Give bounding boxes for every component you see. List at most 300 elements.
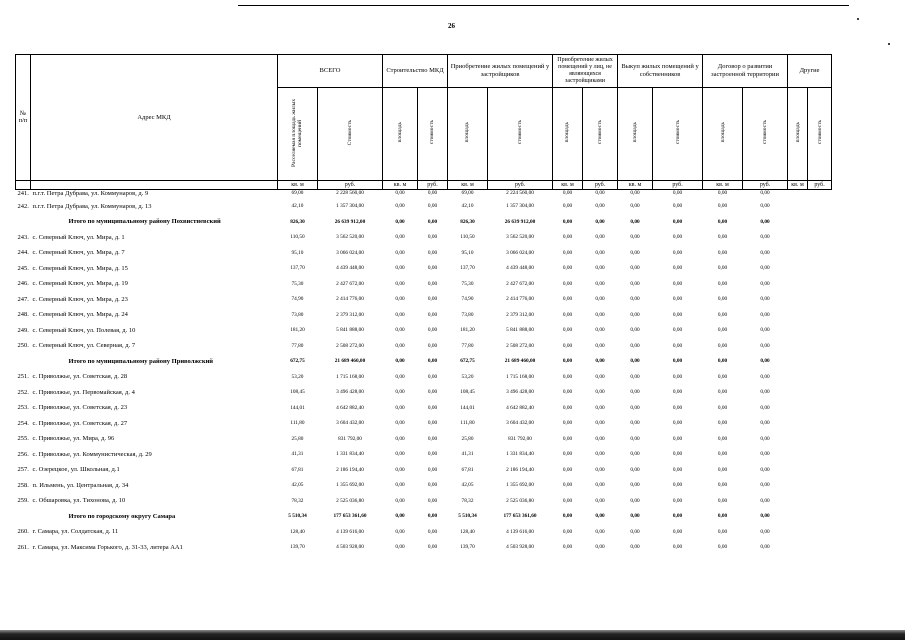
value-cell: 0,00 xyxy=(427,451,438,458)
value-cell: 111,80 xyxy=(460,420,475,427)
row-address: с. Северный Ключ, ул. Мира, д. 7 xyxy=(32,249,125,257)
value-cell: 0,00 xyxy=(595,404,605,411)
value-cell: 0,00 xyxy=(395,435,405,442)
value-cell: 77,80 xyxy=(291,342,304,349)
value-cell: 77,80 xyxy=(461,342,474,349)
value-cell: 0,00 xyxy=(717,265,728,272)
subheader-area: площадь xyxy=(618,87,653,180)
value-cell: 0,00 xyxy=(717,435,728,442)
value-cell: 0,00 xyxy=(427,249,438,256)
value-cell: 0,00 xyxy=(672,203,683,210)
value-cell xyxy=(808,214,832,230)
row-number xyxy=(16,214,31,230)
row-number: 258. xyxy=(17,481,29,489)
value-cell: 74,90 xyxy=(291,296,304,303)
value-cell: 78,32 xyxy=(461,497,474,504)
value-cell: 4 503 928,00 xyxy=(506,544,534,551)
value-cell: 0,00 xyxy=(717,311,728,318)
table-row xyxy=(16,276,832,292)
value-cell: 0,00 xyxy=(595,203,605,210)
value-cell: 75,30 xyxy=(461,280,474,287)
value-cell xyxy=(788,524,808,540)
value-cell: 0,00 xyxy=(562,373,573,380)
row-address: с. Северный Ключ, ул. Мира, д. 19 xyxy=(32,280,128,288)
value-cell: 0,00 xyxy=(595,358,605,365)
value-cell xyxy=(788,230,808,246)
value-cell: 0,00 xyxy=(717,234,728,241)
group-header-total: ВСЕГО xyxy=(278,55,383,88)
group-header-development-agreement: Договор о развитии застроенной территории xyxy=(703,55,788,88)
value-cell: 0,00 xyxy=(717,342,728,349)
value-cell: 0,00 xyxy=(427,420,438,427)
value-cell: 2 525 036,80 xyxy=(506,497,534,504)
value-cell: 0,00 xyxy=(760,203,770,210)
value-cell: 0,00 xyxy=(672,404,683,411)
table-row xyxy=(16,385,832,401)
subtotal-row xyxy=(16,354,832,370)
value-cell: 0,00 xyxy=(760,280,770,287)
row-number: 252. xyxy=(17,388,29,396)
value-cell: 0,00 xyxy=(630,404,640,411)
row-address: с. Приволжье, ул. Советская, д. 28 xyxy=(32,373,128,381)
unit-cost: руб. xyxy=(418,180,448,189)
value-cell: 4 139 616,00 xyxy=(506,528,534,535)
value-cell: 1 357 304,00 xyxy=(336,203,364,210)
value-cell: 0,00 xyxy=(562,466,573,473)
value-cell: 128,40 xyxy=(460,528,475,535)
value-cell xyxy=(788,245,808,261)
value-cell: 110,50 xyxy=(460,234,475,241)
value-cell: 0,00 xyxy=(630,373,640,380)
value-cell xyxy=(788,276,808,292)
value-cell: 0,00 xyxy=(717,358,728,365)
value-cell: 0,00 xyxy=(630,420,640,427)
row-address: с. Озерецкое, ул. Школьная, д.1 xyxy=(32,466,120,474)
value-cell: 0,00 xyxy=(717,280,728,287)
value-cell: 0,00 xyxy=(427,404,438,411)
row-address: с. Обшаровка, ул. Тихонова, д. 10 xyxy=(32,497,126,505)
row-number: 242. xyxy=(17,202,29,210)
value-cell: 0,00 xyxy=(630,389,640,396)
value-cell: 0,00 xyxy=(672,189,683,196)
value-cell: 826,30 xyxy=(460,218,475,225)
value-cell: 5 841 888,00 xyxy=(336,327,364,334)
value-cell: 0,00 xyxy=(595,327,605,334)
value-cell: 53,20 xyxy=(461,373,474,380)
value-cell: 0,00 xyxy=(595,466,605,473)
value-cell: 0,00 xyxy=(595,234,605,241)
value-cell xyxy=(808,385,832,401)
table-row xyxy=(16,431,832,447)
value-cell: 0,00 xyxy=(427,482,438,489)
value-cell xyxy=(788,431,808,447)
value-cell: 0,00 xyxy=(427,342,438,349)
value-cell xyxy=(788,478,808,494)
value-cell xyxy=(808,199,832,215)
value-cell: 0,00 xyxy=(562,435,573,442)
value-cell: 108,45 xyxy=(290,389,305,396)
value-cell xyxy=(788,307,808,323)
value-cell xyxy=(808,338,832,354)
value-cell: 672,75 xyxy=(290,358,305,365)
row-address: Итого по муниципальному району Похвистневский xyxy=(68,218,221,226)
value-cell: 0,00 xyxy=(717,373,728,380)
value-cell: 1 357 304,00 xyxy=(506,203,534,210)
value-cell: 0,00 xyxy=(630,528,640,535)
value-cell xyxy=(808,189,832,199)
unit-area: кв. м xyxy=(788,180,808,189)
value-cell: 3 604 432,00 xyxy=(336,420,364,427)
scan-speck xyxy=(888,43,890,45)
value-cell xyxy=(808,447,832,463)
value-cell: 0,00 xyxy=(672,311,683,318)
value-cell: 139,70 xyxy=(460,544,475,551)
value-cell: 0,00 xyxy=(630,327,640,334)
value-cell xyxy=(788,338,808,354)
value-cell: 0,00 xyxy=(395,528,405,535)
value-cell: 0,00 xyxy=(395,280,405,287)
value-cell: 0,00 xyxy=(672,513,683,520)
value-cell: 0,00 xyxy=(672,482,683,489)
value-cell: 0,00 xyxy=(562,528,573,535)
value-cell xyxy=(788,509,808,525)
row-number: 260. xyxy=(17,528,29,536)
value-cell: 0,00 xyxy=(595,451,605,458)
value-cell: 0,00 xyxy=(717,203,728,210)
value-cell: 0,00 xyxy=(630,466,640,473)
value-cell: 0,00 xyxy=(717,420,728,427)
group-header-purchase-non-developers: Приобретение жилых помещений у лиц, не являющихся застройщиками xyxy=(553,55,618,88)
row-address: с. Приволжье, ул. Советская, д. 23 xyxy=(32,404,128,412)
table-row xyxy=(16,447,832,463)
row-address: п.г.т. Петра Дубрава, ул. Коммунаров, д. 9 xyxy=(32,189,149,197)
table-row xyxy=(16,199,832,215)
row-address: с. Северный Ключ, ул. Мира, д. 23 xyxy=(32,295,128,303)
table-row xyxy=(16,462,832,478)
value-cell: 0,00 xyxy=(427,203,438,210)
value-cell: 5 841 888,00 xyxy=(506,327,534,334)
table-body xyxy=(16,189,832,555)
value-cell: 0,00 xyxy=(595,296,605,303)
value-cell: 0,00 xyxy=(760,497,770,504)
scan-speck xyxy=(857,18,859,20)
unit-cost: руб. xyxy=(653,180,703,189)
value-cell: 0,00 xyxy=(672,544,683,551)
value-cell xyxy=(788,292,808,308)
unit-cost: руб. xyxy=(808,180,832,189)
subheader-cost: стоимость xyxy=(808,87,832,180)
value-cell: 0,00 xyxy=(562,513,573,520)
value-cell: 0,00 xyxy=(595,189,605,196)
value-cell: 5 510,34 xyxy=(458,513,477,520)
value-cell: 0,00 xyxy=(562,249,573,256)
value-cell: 0,00 xyxy=(630,203,640,210)
table-row xyxy=(16,400,832,416)
value-cell xyxy=(808,416,832,432)
value-cell: 0,00 xyxy=(562,358,573,365)
table-row xyxy=(16,261,832,277)
unit-area: кв. м xyxy=(383,180,418,189)
value-cell xyxy=(808,323,832,339)
row-address: Итого по муниципальному району Приволжский xyxy=(68,357,214,365)
col-number-header: № п/п xyxy=(16,55,31,181)
value-cell: 0,00 xyxy=(672,528,683,535)
unit-cell xyxy=(31,180,278,189)
value-cell: 41,31 xyxy=(461,451,474,458)
value-cell: 42,05 xyxy=(461,482,474,489)
value-cell: 139,70 xyxy=(290,544,305,551)
value-cell: 4 439 448,00 xyxy=(506,265,534,272)
row-address: с. Северный Ключ, ул. Северная, д. 7 xyxy=(32,342,136,350)
value-cell xyxy=(788,493,808,509)
value-cell: 67,81 xyxy=(291,466,304,473)
table-row xyxy=(16,338,832,354)
value-cell xyxy=(788,369,808,385)
value-cell: 0,00 xyxy=(630,482,640,489)
value-cell: 1 715 168,00 xyxy=(336,373,364,380)
value-cell: 0,00 xyxy=(672,342,683,349)
value-cell: 0,00 xyxy=(630,218,640,225)
row-number xyxy=(16,354,31,370)
unit-cost: руб. xyxy=(583,180,618,189)
value-cell: 0,00 xyxy=(395,234,405,241)
value-cell: 0,00 xyxy=(427,327,438,334)
value-cell xyxy=(808,230,832,246)
value-cell: 0,00 xyxy=(672,358,683,365)
value-cell: 25,80 xyxy=(291,435,304,442)
value-cell: 0,00 xyxy=(630,451,640,458)
value-cell: 0,00 xyxy=(562,497,573,504)
subheader-area-resettled: Расселяемая площадь жилых помещений xyxy=(278,87,318,180)
value-cell: 177 653 361,60 xyxy=(333,513,367,520)
value-cell xyxy=(788,416,808,432)
value-cell: 181,20 xyxy=(290,327,305,334)
value-cell: 0,00 xyxy=(427,358,438,365)
value-cell: 0,00 xyxy=(562,189,573,196)
value-cell: 2 414 776,00 xyxy=(336,296,364,303)
row-address: п.г.т. Петра Дубрава, ул. Коммунаров, д. 13 xyxy=(32,202,152,210)
value-cell: 0,00 xyxy=(562,342,573,349)
value-cell: 0,00 xyxy=(672,218,683,225)
value-cell: 0,00 xyxy=(760,327,770,334)
value-cell: 0,00 xyxy=(395,373,405,380)
value-cell: 26 639 912,00 xyxy=(334,218,366,225)
value-cell: 0,00 xyxy=(562,389,573,396)
value-cell: 0,00 xyxy=(595,249,605,256)
value-cell: 108,45 xyxy=(460,389,475,396)
value-cell: 2 224 560,00 xyxy=(506,189,534,196)
value-cell: 0,00 xyxy=(395,189,405,196)
value-cell: 0,00 xyxy=(427,497,438,504)
value-cell: 0,00 xyxy=(672,265,683,272)
value-cell xyxy=(808,462,832,478)
value-cell: 0,00 xyxy=(760,265,770,272)
value-cell xyxy=(808,276,832,292)
value-cell: 2 508 272,00 xyxy=(336,342,364,349)
value-cell: 73,80 xyxy=(461,311,474,318)
value-cell: 5 510,34 xyxy=(288,513,307,520)
value-cell: 4 439 448,00 xyxy=(336,265,364,272)
value-cell: 75,30 xyxy=(291,280,304,287)
row-address: с. Северный Ключ, ул. Мира, д. 15 xyxy=(32,264,128,272)
value-cell: 0,00 xyxy=(717,296,728,303)
value-cell: 0,00 xyxy=(562,327,573,334)
value-cell: 3 496 428,00 xyxy=(506,389,534,396)
value-cell: 0,00 xyxy=(395,358,405,365)
value-cell: 0,00 xyxy=(427,311,438,318)
value-cell: 2 186 194,40 xyxy=(506,466,534,473)
value-cell: 0,00 xyxy=(395,311,405,318)
value-cell xyxy=(788,354,808,370)
scan-bottom-edge xyxy=(0,630,905,640)
subtotal-row xyxy=(16,214,832,230)
table-row xyxy=(16,369,832,385)
value-cell: 2 228 560,00 xyxy=(336,189,364,196)
value-cell: 0,00 xyxy=(630,358,640,365)
subheader-area: площадь xyxy=(553,87,583,180)
unit-area: кв. м xyxy=(618,180,653,189)
value-cell: 0,00 xyxy=(595,280,605,287)
row-address: Итого по городскому округу Самара xyxy=(68,512,176,520)
value-cell: 0,00 xyxy=(595,342,605,349)
value-cell: 0,00 xyxy=(630,249,640,256)
value-cell: 69,00 xyxy=(461,189,474,196)
row-address: п. Ильмень, ул. Центральная, д. 34 xyxy=(32,481,129,489)
value-cell: 0,00 xyxy=(672,234,683,241)
value-cell: 0,00 xyxy=(427,513,438,520)
value-cell xyxy=(788,540,808,556)
value-cell xyxy=(808,354,832,370)
value-cell: 3 604 432,00 xyxy=(506,420,534,427)
value-cell: 0,00 xyxy=(395,249,405,256)
page-number: 26 xyxy=(448,22,455,30)
value-cell: 78,32 xyxy=(291,497,304,504)
row-address: с. Приволжье, ул. Коммунистическая, д. 29 xyxy=(32,450,152,458)
row-address: с. Северный Ключ, ул. Полевая, д. 10 xyxy=(32,326,136,334)
value-cell: 177 653 361,60 xyxy=(503,513,537,520)
value-cell: 0,00 xyxy=(630,265,640,272)
unit-cost: руб. xyxy=(488,180,553,189)
value-cell: 0,00 xyxy=(672,296,683,303)
value-cell: 74,90 xyxy=(461,296,474,303)
value-cell: 0,00 xyxy=(630,513,640,520)
value-cell: 3 066 024,00 xyxy=(336,249,364,256)
value-cell: 0,00 xyxy=(427,528,438,535)
value-cell: 0,00 xyxy=(717,451,728,458)
row-address: с. Северный Ключ, ул. Мира, д. 1 xyxy=(32,233,125,241)
value-cell: 0,00 xyxy=(395,497,405,504)
value-cell: 0,00 xyxy=(595,482,605,489)
row-number: 244. xyxy=(17,249,29,257)
value-cell xyxy=(788,199,808,215)
value-cell: 3 562 520,00 xyxy=(336,234,364,241)
value-cell: 0,00 xyxy=(395,451,405,458)
subheader-cost: стоимость xyxy=(488,87,553,180)
value-cell: 0,00 xyxy=(562,451,573,458)
value-cell: 0,00 xyxy=(760,342,770,349)
row-number: 245. xyxy=(17,264,29,272)
value-cell xyxy=(808,400,832,416)
table-header xyxy=(16,55,832,190)
row-number: 259. xyxy=(17,497,29,505)
value-cell xyxy=(808,478,832,494)
value-cell: 0,00 xyxy=(717,189,728,196)
table-row xyxy=(16,323,832,339)
value-cell: 0,00 xyxy=(595,373,605,380)
subheader-area: площадь xyxy=(448,87,488,180)
value-cell: 0,00 xyxy=(630,544,640,551)
group-header-other: Другие xyxy=(788,55,832,88)
unit-area: кв. м xyxy=(278,180,318,189)
value-cell: 826,30 xyxy=(290,218,305,225)
value-cell: 2 379 312,00 xyxy=(336,311,364,318)
value-cell: 0,00 xyxy=(427,234,438,241)
value-cell: 0,00 xyxy=(717,389,728,396)
value-cell: 0,00 xyxy=(395,389,405,396)
table-row xyxy=(16,540,832,556)
unit-area: кв. м xyxy=(703,180,743,189)
value-cell: 0,00 xyxy=(427,389,438,396)
value-cell: 0,00 xyxy=(395,482,405,489)
value-cell: 67,81 xyxy=(461,466,474,473)
value-cell: 0,00 xyxy=(595,544,605,551)
value-cell: 0,00 xyxy=(760,404,770,411)
value-cell: 0,00 xyxy=(760,373,770,380)
value-cell: 0,00 xyxy=(717,497,728,504)
value-cell: 0,00 xyxy=(395,327,405,334)
value-cell: 69,00 xyxy=(291,189,304,196)
table-row xyxy=(16,524,832,540)
value-cell: 0,00 xyxy=(630,435,640,442)
value-cell: 1 331 834,40 xyxy=(336,451,364,458)
value-cell: 111,80 xyxy=(290,420,305,427)
value-cell: 42,10 xyxy=(461,203,474,210)
value-cell: 0,00 xyxy=(395,466,405,473)
value-cell: 1 331 834,40 xyxy=(506,451,534,458)
unit-cell xyxy=(16,180,31,189)
unit-area: кв. м xyxy=(553,180,583,189)
value-cell: 0,00 xyxy=(395,296,405,303)
value-cell: 4 642 882,40 xyxy=(506,404,534,411)
value-cell xyxy=(788,189,808,199)
value-cell: 42,10 xyxy=(291,203,304,210)
value-cell: 21 689 460,00 xyxy=(334,358,366,365)
row-number: 246. xyxy=(17,280,29,288)
value-cell: 41,31 xyxy=(291,451,304,458)
value-cell: 0,00 xyxy=(595,420,605,427)
value-cell: 0,00 xyxy=(395,544,405,551)
value-cell: 0,00 xyxy=(672,373,683,380)
row-number: 261. xyxy=(17,543,29,551)
group-header-purchase-developers: Приобретение жилых помещений у застройщиков xyxy=(448,55,553,88)
value-cell: 0,00 xyxy=(630,497,640,504)
value-cell: 0,00 xyxy=(760,513,770,520)
value-cell xyxy=(788,261,808,277)
subheader-area: площадь xyxy=(703,87,743,180)
value-cell: 0,00 xyxy=(760,311,770,318)
value-cell: 0,00 xyxy=(717,249,728,256)
value-cell: 0,00 xyxy=(595,389,605,396)
value-cell xyxy=(788,214,808,230)
value-cell: 0,00 xyxy=(760,544,770,551)
value-cell: 1 355 692,00 xyxy=(506,482,534,489)
value-cell: 0,00 xyxy=(427,280,438,287)
value-cell: 0,00 xyxy=(395,265,405,272)
value-cell: 0,00 xyxy=(395,420,405,427)
value-cell xyxy=(788,323,808,339)
value-cell: 0,00 xyxy=(562,203,573,210)
value-cell: 0,00 xyxy=(562,482,573,489)
